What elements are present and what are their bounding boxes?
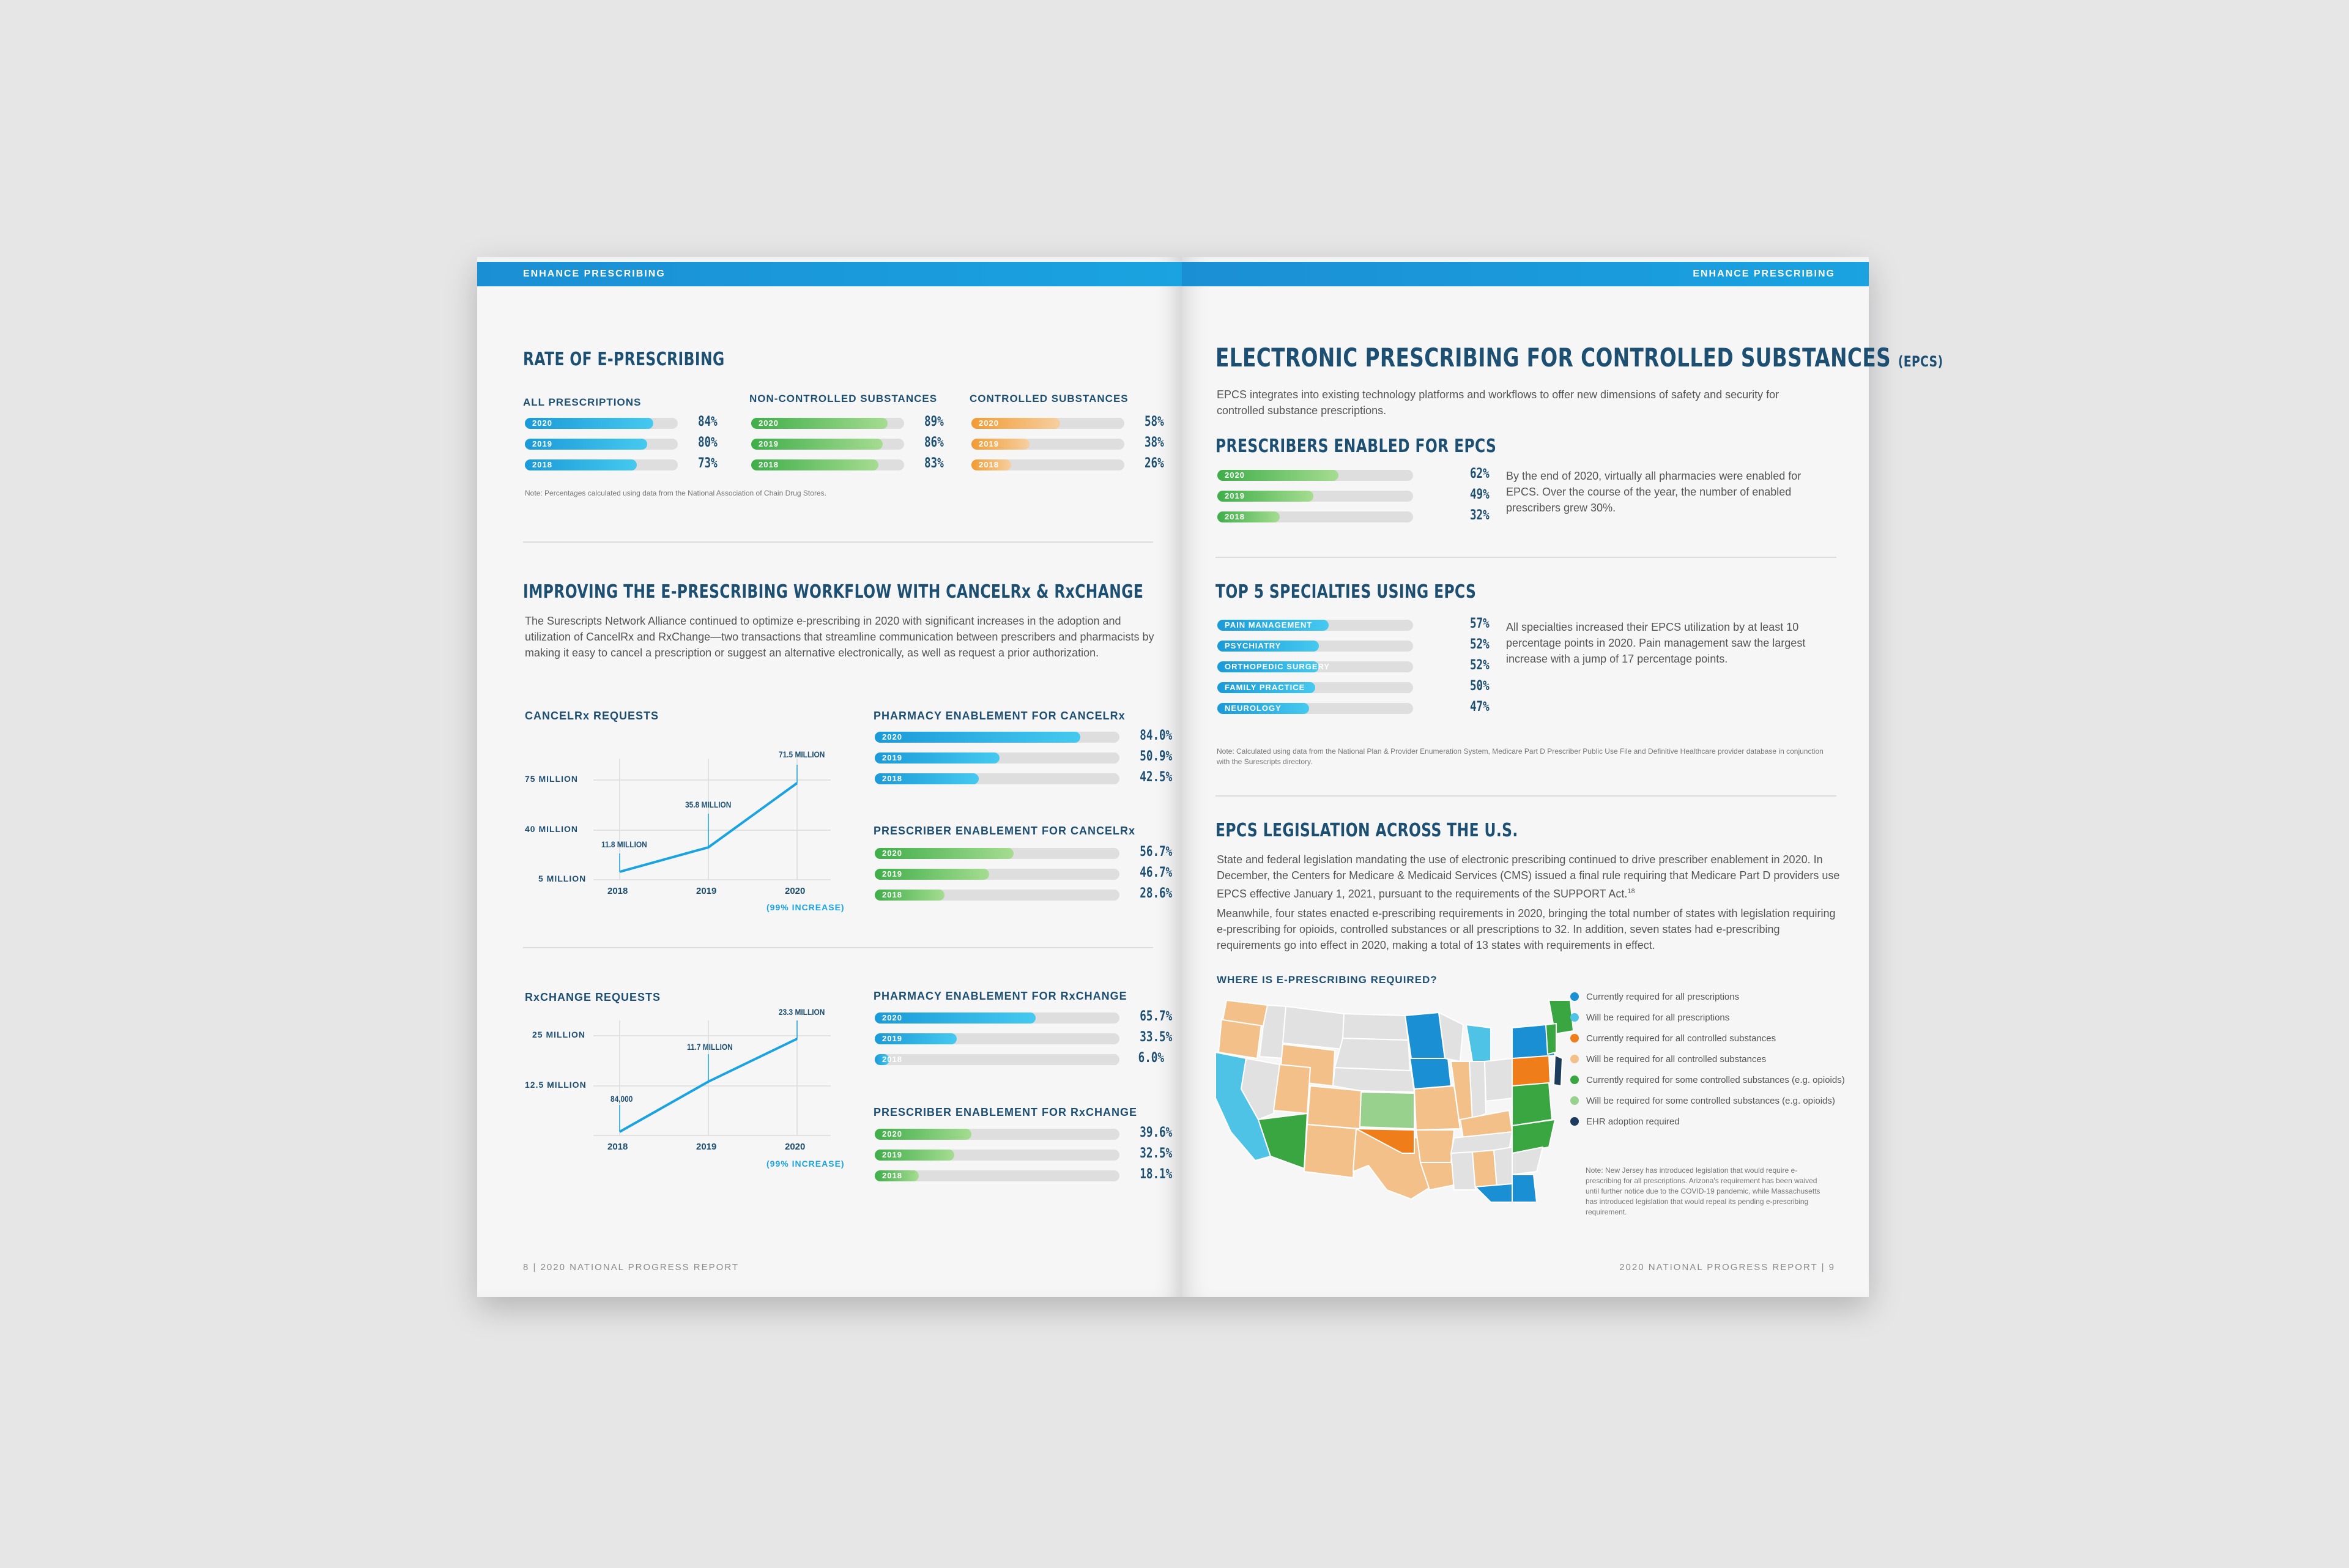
section-header-bar: ENHANCE PRESCRIBING: [1182, 262, 1869, 286]
bar-label: 2020: [882, 1129, 902, 1139]
bar-value: 80%: [697, 435, 718, 450]
rate-note: Note: Percentages calculated using data from the National Association of Chain Drug Stores.: [525, 489, 826, 497]
state-north-dakota: [1343, 1014, 1408, 1040]
bar-value: 49%: [1469, 487, 1490, 502]
bar-fill: [1217, 620, 1329, 631]
state-ohio: [1485, 1058, 1512, 1101]
controlled-title: CONTROLLED SUBSTANCES: [970, 393, 1129, 404]
legend-item: [1570, 1053, 1855, 1065]
right-page: [1182, 257, 1943, 1297]
workflow-body: The Surescripts Network Alliance continued to optimize e-prescribing in 2020 with significant increases in the adoption and utilization of CancelRx and RxChange—two transactions that streamline communication between prescribers and pharmacists by making it easy to cancel a prescription or suggest an alternative electronically, as well as request a prior authorization.: [525, 615, 1154, 659]
bar-fill: [1217, 491, 1313, 502]
bar-track: [875, 1129, 1119, 1140]
state-florida: [1475, 1184, 1512, 1202]
bar-label: NEUROLOGY: [1225, 704, 1282, 713]
bar-value: 84.0%: [1140, 728, 1173, 743]
bar-fill: [875, 1033, 957, 1044]
x-tick-label: 2018: [607, 886, 628, 896]
bar-track: [525, 439, 678, 450]
bar-value: 42.5%: [1140, 770, 1173, 785]
legend-item: [1570, 1074, 1855, 1086]
non-controlled-title: NON-CONTROLLED SUBSTANCES: [749, 393, 938, 404]
legend-swatch: [1570, 992, 1579, 1001]
bar-track: [525, 459, 678, 470]
us-map: [1203, 1000, 1515, 1202]
bar-label: FAMILY PRACTICE: [1225, 683, 1305, 692]
data-label: 71.5 MILLION: [779, 749, 825, 759]
bar-value: 83%: [924, 456, 944, 471]
bar-fill: [971, 459, 1011, 470]
state-virginia: [1512, 1083, 1552, 1126]
legend-label: Currently required for some controlled substances (e.g. opioids): [1586, 1075, 1845, 1085]
x-tick-label: 2019: [696, 1142, 717, 1152]
prescribers-title: PRESCRIBERS ENABLED FOR EPCS: [1215, 436, 1497, 457]
bar-track: [525, 418, 678, 429]
x-tick-label: 2020: [785, 1142, 806, 1152]
state-florida-east: [1512, 1175, 1537, 1202]
state-minnesota: [1405, 1013, 1445, 1058]
bar-fill: [1217, 661, 1330, 672]
bar-track: [971, 439, 1124, 450]
legend-item: [1570, 991, 1855, 1003]
legend-label: Currently required for all prescriptions: [1586, 992, 1740, 1002]
bar-label: 2020: [759, 418, 779, 428]
bar-label: ORTHOPEDIC SURGERY: [1225, 662, 1330, 671]
bar-track: [875, 1013, 1119, 1024]
legend-item: [1570, 1012, 1855, 1024]
bar-fill: [1217, 682, 1315, 693]
state-pennsylvania: [1512, 1055, 1550, 1086]
bar-track: [875, 1170, 1119, 1181]
bar-track: [875, 1054, 1119, 1065]
bar-fill: [1217, 470, 1338, 481]
legend-item: [1570, 1116, 1855, 1128]
bar-fill: [525, 439, 647, 450]
bar-label: 2019: [882, 1150, 902, 1159]
bar-track: [751, 439, 904, 450]
rxchange-line-chart: [525, 1002, 845, 1169]
bar-value: 28.6%: [1140, 886, 1173, 901]
bar-fill: [971, 439, 1030, 450]
bar-track: [875, 890, 1119, 901]
legend-swatch: [1570, 1076, 1579, 1084]
page-footer: 2020 NATIONAL PROGRESS REPORT | 9: [1619, 1262, 1835, 1273]
all-prescriptions-title: ALL PRESCRIPTIONS: [523, 396, 642, 408]
legend-swatch: [1570, 1013, 1579, 1022]
x-tick-label: 2019: [696, 886, 717, 896]
bar-track: [971, 418, 1124, 429]
bar-value: 32%: [1469, 508, 1490, 523]
y-tick-label: 12.5 MILLION: [525, 1080, 587, 1090]
bar-track: [1217, 703, 1413, 714]
bar-fill: [875, 1150, 954, 1161]
bar-track: [751, 418, 904, 429]
bar-track: [1217, 661, 1413, 672]
bar-value: 50%: [1469, 678, 1490, 694]
legend-item: [1570, 1033, 1855, 1044]
specialties-text: All specialties increased their EPCS utilization by at least 10 percentage points in 2020. Pain management saw the largest increase with a jump of 17 percentage points.: [1506, 621, 1806, 665]
bar-value: 56.7%: [1140, 844, 1173, 860]
cancelrx-title: CANCELRx REQUESTS: [525, 710, 659, 722]
page-footer: 8 | 2020 NATIONAL PROGRESS REPORT: [523, 1262, 740, 1273]
bar-fill: [971, 418, 1060, 429]
left-page: [477, 257, 1182, 1297]
state-alabama: [1472, 1150, 1497, 1190]
bar-fill: [525, 459, 637, 470]
state-michigan: [1466, 1025, 1491, 1061]
increase-label: (99% INCREASE): [766, 902, 845, 912]
state-new-mexico: [1304, 1124, 1356, 1178]
rate-title: RATE OF E-PRESCRIBING: [523, 349, 725, 370]
rxchange-title: RxCHANGE REQUESTS: [525, 991, 661, 1003]
bar-label: 2018: [882, 774, 902, 783]
bar-value: 38%: [1144, 435, 1164, 450]
bar-label: 2019: [979, 439, 999, 448]
state-mississippi: [1451, 1152, 1475, 1190]
bar-label: 2019: [882, 753, 902, 762]
bar-track: [751, 459, 904, 470]
bar-value: 89%: [924, 414, 944, 429]
bar-track: [1217, 620, 1413, 631]
bar-label: 2020: [882, 849, 902, 858]
legend-label: Will be required for all prescriptions: [1586, 1013, 1730, 1023]
legend-swatch: [1570, 1096, 1579, 1105]
bar-value: 39.6%: [1140, 1125, 1173, 1140]
bar-fill: [875, 1170, 919, 1181]
state-montana: [1283, 1006, 1344, 1049]
bar-value: 26%: [1144, 456, 1164, 471]
prescriber-cancelrx-title: PRESCRIBER ENABLEMENT FOR CANCELRx: [874, 825, 1136, 837]
divider: [1215, 557, 1836, 558]
state-new-jersey: [1554, 1055, 1562, 1086]
legislation-p1: [1217, 852, 1847, 902]
bar-track: [1217, 641, 1413, 652]
rxchange-plot: [525, 1002, 831, 1149]
state-utah: [1274, 1065, 1310, 1113]
footnote-mark: 18: [1627, 888, 1635, 895]
bar-label: 2018: [1225, 512, 1245, 521]
state-arizona: [1258, 1113, 1307, 1169]
epcs-intro: EPCS integrates into existing technology platforms and workflows to offer new dimensions of safety and security for controlled substance prescriptions.: [1217, 388, 1779, 417]
bar-fill: [875, 1054, 902, 1065]
x-tick-label: 2020: [785, 886, 806, 896]
bar-track: [1217, 470, 1413, 481]
bar-label: 2020: [882, 732, 902, 741]
bar-value: 6.0%: [1138, 1050, 1164, 1066]
bar-value: 84%: [697, 414, 718, 429]
y-tick-label: 40 MILLION: [525, 824, 579, 834]
state-missouri: [1414, 1086, 1460, 1130]
legend-swatch: [1570, 1055, 1579, 1063]
y-tick-label: 25 MILLION: [532, 1030, 586, 1039]
bar-track: [875, 869, 1119, 880]
legend-swatch: [1570, 1034, 1579, 1042]
legislation-title: EPCS LEGISLATION ACROSS THE U.S.: [1215, 820, 1518, 841]
increase-label: (99% INCREASE): [766, 1159, 845, 1169]
bar-fill: [751, 459, 878, 470]
data-label: 84,000: [610, 1094, 633, 1104]
bar-value: 62%: [1469, 466, 1490, 481]
bar-fill: [875, 1013, 1036, 1024]
data-label: 11.8 MILLION: [601, 839, 647, 849]
legend-swatch: [1570, 1117, 1579, 1126]
bar-fill: [525, 418, 653, 429]
bar-fill: [1217, 703, 1309, 714]
map-note: Note: New Jersey has introduced legislation that would require e-prescribing for all prescriptions. Arizona's requirement has been waived until further notice due to the COVID-19 pandemic, while Massachusetts has introduced legislation that would repeal its pending e-prescribing requirement.: [1586, 1166, 1820, 1216]
bar-value: 18.1%: [1140, 1167, 1173, 1182]
bar-label: 2019: [1225, 491, 1245, 500]
data-label: 35.8 MILLION: [685, 800, 732, 809]
bar-value: 65.7%: [1140, 1009, 1173, 1024]
bar-fill: [751, 418, 888, 429]
divider: [523, 541, 1153, 543]
bar-value: 46.7%: [1140, 865, 1173, 880]
bar-value: 58%: [1144, 414, 1164, 429]
map-title: WHERE IS E-PRESCRIBING REQUIRED?: [1217, 974, 1438, 986]
legislation-p1-text: State and federal legislation mandating the use of electronic prescribing continued to drive prescriber enablement in 2020. In December, the Centers for Medicare & Medicaid Services (CMS) issued a final rule requiring that Medicare Part D providers use EPCS effective January 1, 2021, pursuant to the requirements of the SUPPORT Act.: [1217, 853, 1840, 900]
report-spread: [477, 257, 1943, 1297]
bar-fill: [875, 752, 1000, 764]
state-iowa: [1410, 1058, 1451, 1089]
bar-value: 52%: [1469, 658, 1490, 673]
specialties-title: TOP 5 SPECIALTIES USING EPCS: [1215, 581, 1477, 603]
cancelrx-line-chart: [525, 722, 845, 912]
bar-fill: [1217, 641, 1319, 652]
y-tick-label: 75 MILLION: [525, 774, 579, 784]
workflow-title: IMPROVING THE E-PRESCRIBING WORKFLOW WITH CANCELRx & RxCHANGE: [523, 581, 1144, 603]
bar-label: PSYCHIATRY: [1225, 641, 1282, 650]
pharmacy-rxchange-title: PHARMACY ENABLEMENT FOR RxCHANGE: [874, 990, 1127, 1002]
state-indiana: [1469, 1061, 1486, 1120]
y-tick-label: 5 MILLION: [538, 874, 587, 883]
bar-label: 2019: [882, 1034, 902, 1043]
bar-track: [875, 1033, 1119, 1044]
data-label: 11.7 MILLION: [687, 1042, 733, 1052]
bar-label: 2018: [882, 1171, 902, 1180]
bar-value: 32.5%: [1140, 1146, 1173, 1161]
pharmacy-cancelrx-title: PHARMACY ENABLEMENT FOR CANCELRx: [874, 710, 1126, 722]
bar-fill: [875, 869, 989, 880]
epcs-title: [1215, 343, 1943, 373]
bar-track: [1217, 491, 1413, 502]
state-georgia: [1494, 1147, 1512, 1187]
prescriber-rxchange-title: PRESCRIBER ENABLEMENT FOR RxCHANGE: [874, 1106, 1138, 1118]
bar-track: [875, 1150, 1119, 1161]
bar-label: 2020: [1225, 470, 1245, 480]
bar-track: [971, 459, 1124, 470]
legend-label: Will be required for some controlled substances (e.g. opioids): [1586, 1096, 1835, 1106]
bar-fill: [1217, 511, 1280, 522]
epcs-title-suffix: (EPCS): [1898, 353, 1943, 370]
section-header-bar: ENHANCE PRESCRIBING: [477, 262, 1182, 286]
bar-value: 73%: [697, 456, 718, 471]
bar-label: 2020: [532, 418, 552, 428]
bar-fill: [875, 732, 1080, 743]
legend-item: [1570, 1095, 1855, 1107]
bar-track: [1217, 682, 1413, 693]
bar-track: [1217, 511, 1413, 522]
bar-value: 57%: [1469, 616, 1490, 631]
bar-fill: [875, 1129, 971, 1140]
epcs-title-text: ELECTRONIC PRESCRIBING FOR CONTROLLED SUBSTANCES: [1215, 343, 1891, 373]
bar-track: [875, 752, 1119, 764]
bar-label: 2020: [882, 1013, 902, 1022]
bar-fill: [875, 890, 944, 901]
bar-label: 2019: [532, 439, 552, 448]
state-colorado: [1307, 1086, 1362, 1129]
bar-value: 33.5%: [1140, 1030, 1173, 1045]
bar-value: 47%: [1469, 699, 1490, 715]
state-south-dakota: [1335, 1038, 1410, 1071]
bar-track: [875, 732, 1119, 743]
bar-fill: [875, 773, 979, 784]
bar-value: 86%: [924, 435, 944, 450]
legend-label: Will be required for all controlled substances: [1586, 1054, 1767, 1065]
map-legend: [1570, 991, 1855, 1137]
bar-value: 52%: [1469, 637, 1490, 652]
bar-fill: [875, 848, 1014, 859]
bar-track: [875, 848, 1119, 859]
divider: [1215, 795, 1836, 797]
bar-label: 2018: [979, 460, 999, 469]
data-label: 23.3 MILLION: [779, 1007, 825, 1017]
x-tick-label: 2018: [607, 1142, 628, 1152]
bar-label: 2019: [882, 869, 902, 879]
bar-label: 2018: [532, 460, 552, 469]
cancelrx-plot: [525, 722, 831, 899]
bar-label: 2020: [979, 418, 999, 428]
state-north-carolina: [1512, 1120, 1555, 1153]
state-vermont-nh: [1546, 1024, 1556, 1054]
bar-fill: [751, 439, 883, 450]
prescribers-text: By the end of 2020, virtually all pharmacies were enabled for EPCS. Over the course of the year, the number of enabled prescribers grew 30%.: [1506, 470, 1802, 514]
divider: [523, 947, 1153, 948]
bar-value: 50.9%: [1140, 749, 1173, 764]
legislation-p2: Meanwhile, four states enacted e-prescribing requirements in 2020, bringing the total number of states with legislation requiring e-prescribing for opioids, controlled substances or all prescriptions to 32. In addition, seven states had e-prescribing requirements go into effect in 2020, making a total of 13 states with requirements in effect.: [1217, 907, 1836, 951]
state-arkansas: [1416, 1130, 1454, 1162]
legend-label: Currently required for all controlled substances: [1586, 1033, 1776, 1044]
bar-label: 2018: [882, 1055, 902, 1064]
bar-track: [875, 773, 1119, 784]
bar-label: 2019: [759, 439, 779, 448]
legend-label: EHR adoption required: [1586, 1117, 1680, 1127]
specialties-note: Note: Calculated using data from the National Plan & Provider Enumeration System, Medicare Part D Prescriber Public Use File and Definitive Healthcare provider database in conjunction with the Surescripts directory.: [1217, 747, 1824, 766]
state-kansas: [1360, 1092, 1414, 1129]
bar-label: 2018: [759, 460, 779, 469]
state-nebraska: [1333, 1068, 1414, 1092]
bar-label: 2018: [882, 890, 902, 899]
bar-label: PAIN MANAGEMENT: [1225, 620, 1313, 630]
